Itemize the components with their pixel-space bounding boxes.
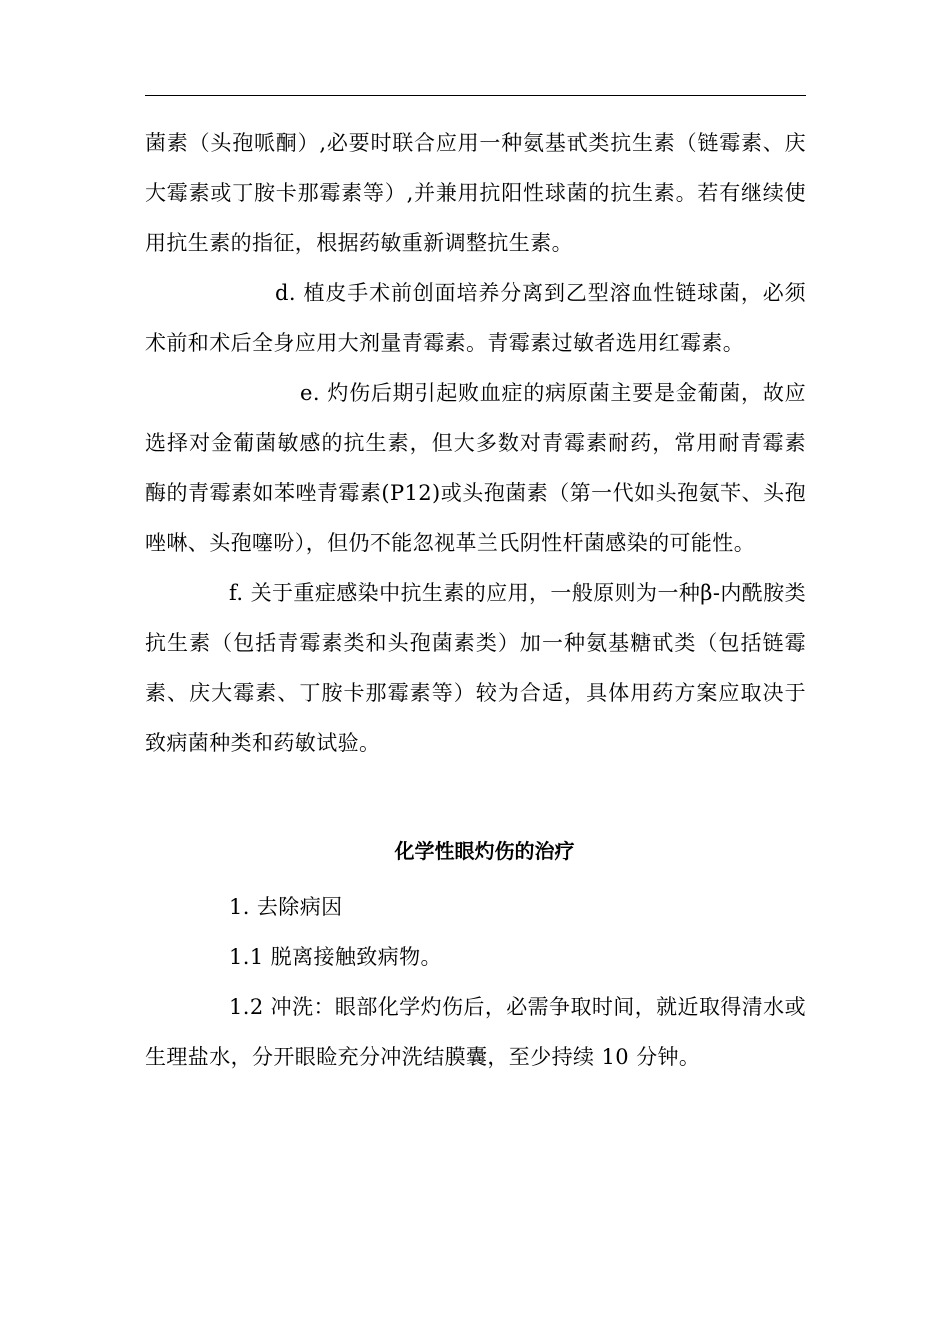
paragraph-e: e. 灼伤后期引起败血症的病原菌主要是金葡菌，故应选择对金葡菌敏感的抗生素，但大多数对青霉素耐药，常用耐青霉素酶的青霉素如苯唑青霉素(P12)或头孢菌素（第一代如头孢氨苄、头孢唑啉、头孢噻吩），但仍不能忽视革兰氏阴性杆菌感染的可能性。 [145,381,806,555]
header-rule [145,95,806,96]
section-heading: 化学性眼灼伤的治疗 [394,839,575,863]
document-body [145,118,806,1082]
paragraph-d: d. 植皮手术前创面培养分离到乙型溶血性链球菌，必须术前和术后全身应用大剂量青霉素。青霉素过敏者选用红霉素。 [145,281,806,355]
paragraph-continued: 菌素（头孢哌酮）,必要时联合应用一种氨基甙类抗生素（链霉素、庆大霉素或丁胺卡那霉素等）,并兼用抗阳性球菌的抗生素。若有继续使用抗生素的指征，根据药敏重新调整抗生素。 [145,131,806,255]
list-item-1-2: 1.2 冲洗：眼部化学灼伤后，必需争取时间，就近取得清水或生理盐水，分开眼睑充分冲洗结膜囊，至少持续 10 分钟。 [145,995,806,1069]
section-gap [145,768,806,826]
list-item-1-1: 1.1 脱离接触致病物。 [229,945,442,969]
paragraph-f: f. 关于重症感染中抗生素的应用，一般原则为一种β-内酰胺类抗生素（包括青霉素类和头孢菌素类）加一种氨基糖甙类（包括链霉素、庆大霉素、丁胺卡那霉素等）较为合适，具体用药方案应取决于致病菌种类和药敏试验。 [145,581,806,755]
list-item-1: 1. 去除病因 [229,895,343,919]
